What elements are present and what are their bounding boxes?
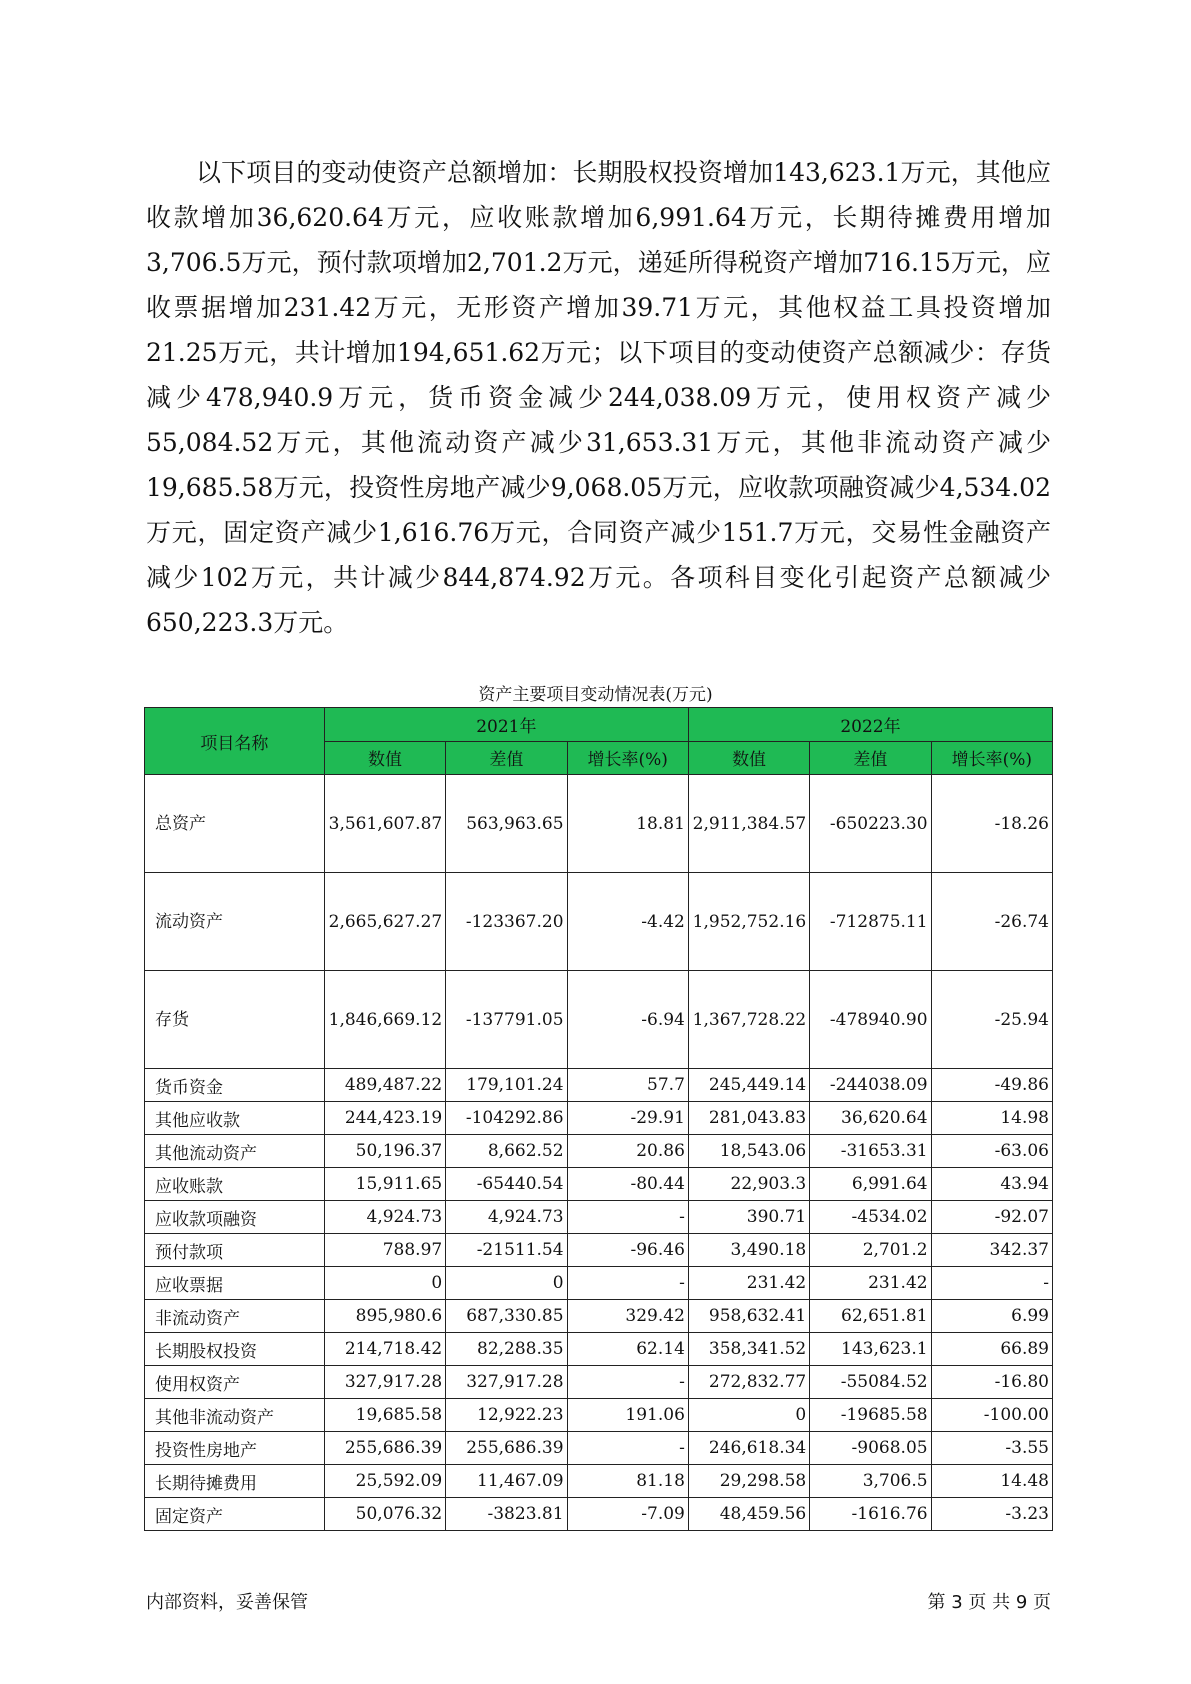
cell-value-2022: 18,543.06 bbox=[688, 1135, 809, 1168]
cell-growth-2022: -16.80 bbox=[931, 1366, 1052, 1399]
cell-item-name: 长期股权投资 bbox=[145, 1333, 325, 1366]
cell-diff-2021: 563,963.65 bbox=[446, 775, 567, 873]
cell-value-2021: 0 bbox=[324, 1267, 445, 1300]
cell-growth-2021: - bbox=[567, 1201, 688, 1234]
header-year-2022: 2022年 bbox=[688, 708, 1052, 742]
cell-growth-2022: -18.26 bbox=[931, 775, 1052, 873]
cell-diff-2021: 327,917.28 bbox=[446, 1366, 567, 1399]
cell-diff-2021: -65440.54 bbox=[446, 1168, 567, 1201]
cell-growth-2021: -6.94 bbox=[567, 971, 688, 1069]
cell-value-2022: 2,911,384.57 bbox=[688, 775, 809, 873]
cell-growth-2022: 342.37 bbox=[931, 1234, 1052, 1267]
table-row bbox=[145, 1168, 1053, 1201]
cell-growth-2022: -26.74 bbox=[931, 873, 1052, 971]
cell-diff-2021: 179,101.24 bbox=[446, 1069, 567, 1102]
table-row bbox=[145, 1267, 1053, 1300]
cell-diff-2022: -19685.58 bbox=[810, 1399, 931, 1432]
table-row bbox=[145, 1432, 1053, 1465]
cell-growth-2022: 66.89 bbox=[931, 1333, 1052, 1366]
header-diff-2021: 差值 bbox=[446, 741, 567, 775]
cell-value-2021: 788.97 bbox=[324, 1234, 445, 1267]
table-row bbox=[145, 1498, 1053, 1531]
cell-value-2021: 895,980.6 bbox=[324, 1300, 445, 1333]
cell-growth-2021: -4.42 bbox=[567, 873, 688, 971]
cell-value-2021: 25,592.09 bbox=[324, 1465, 445, 1498]
cell-value-2021: 244,423.19 bbox=[324, 1102, 445, 1135]
cell-diff-2021: 4,924.73 bbox=[446, 1201, 567, 1234]
cell-growth-2022: -49.86 bbox=[931, 1069, 1052, 1102]
cell-value-2021: 255,686.39 bbox=[324, 1432, 445, 1465]
cell-growth-2022: -92.07 bbox=[931, 1201, 1052, 1234]
cell-item-name: 投资性房地产 bbox=[145, 1432, 325, 1465]
cell-value-2021: 15,911.65 bbox=[324, 1168, 445, 1201]
cell-value-2022: 0 bbox=[688, 1399, 809, 1432]
cell-value-2022: 272,832.77 bbox=[688, 1366, 809, 1399]
cell-value-2022: 390.71 bbox=[688, 1201, 809, 1234]
cell-diff-2021: -104292.86 bbox=[446, 1102, 567, 1135]
cell-diff-2022: -4534.02 bbox=[810, 1201, 931, 1234]
cell-item-name: 应收账款 bbox=[145, 1168, 325, 1201]
cell-item-name: 存货 bbox=[145, 971, 325, 1069]
cell-diff-2022: -55084.52 bbox=[810, 1366, 931, 1399]
cell-diff-2021: 11,467.09 bbox=[446, 1465, 567, 1498]
cell-growth-2022: -100.00 bbox=[931, 1399, 1052, 1432]
cell-diff-2021: 8,662.52 bbox=[446, 1135, 567, 1168]
cell-diff-2022: 2,701.2 bbox=[810, 1234, 931, 1267]
cell-growth-2022: -3.55 bbox=[931, 1432, 1052, 1465]
cell-item-name: 非流动资产 bbox=[145, 1300, 325, 1333]
header-growth-2021: 增长率(%) bbox=[567, 741, 688, 775]
cell-item-name: 其他流动资产 bbox=[145, 1135, 325, 1168]
cell-diff-2022: 143,623.1 bbox=[810, 1333, 931, 1366]
cell-value-2021: 50,196.37 bbox=[324, 1135, 445, 1168]
cell-item-name: 固定资产 bbox=[145, 1498, 325, 1531]
cell-diff-2021: 255,686.39 bbox=[446, 1432, 567, 1465]
table-row bbox=[145, 775, 1053, 873]
cell-growth-2021: 329.42 bbox=[567, 1300, 688, 1333]
cell-growth-2022: 43.94 bbox=[931, 1168, 1052, 1201]
cell-diff-2021: 0 bbox=[446, 1267, 567, 1300]
cell-growth-2022: 6.99 bbox=[931, 1300, 1052, 1333]
cell-growth-2022: 14.98 bbox=[931, 1102, 1052, 1135]
cell-diff-2021: -21511.54 bbox=[446, 1234, 567, 1267]
table-row bbox=[145, 1135, 1053, 1168]
cell-growth-2021: -96.46 bbox=[567, 1234, 688, 1267]
cell-diff-2022: -478940.90 bbox=[810, 971, 931, 1069]
cell-value-2021: 214,718.42 bbox=[324, 1333, 445, 1366]
cell-value-2021: 19,685.58 bbox=[324, 1399, 445, 1432]
table-row bbox=[145, 1333, 1053, 1366]
table-body bbox=[145, 775, 1053, 1531]
header-value-2022: 数值 bbox=[688, 741, 809, 775]
cell-diff-2022: 6,991.64 bbox=[810, 1168, 931, 1201]
cell-value-2022: 958,632.41 bbox=[688, 1300, 809, 1333]
header-item-name: 项目名称 bbox=[145, 708, 325, 775]
cell-growth-2021: - bbox=[567, 1432, 688, 1465]
header-diff-2022: 差值 bbox=[810, 741, 931, 775]
table-row bbox=[145, 1102, 1053, 1135]
cell-value-2022: 358,341.52 bbox=[688, 1333, 809, 1366]
footer-confidential-note: 内部资料，妥善保管 bbox=[146, 1592, 308, 1613]
cell-diff-2021: 12,922.23 bbox=[446, 1399, 567, 1432]
cell-diff-2022: -650223.30 bbox=[810, 775, 931, 873]
table-row bbox=[145, 971, 1053, 1069]
cell-growth-2021: -7.09 bbox=[567, 1498, 688, 1531]
cell-growth-2021: -29.91 bbox=[567, 1102, 688, 1135]
header-value-2021: 数值 bbox=[324, 741, 445, 775]
table-row bbox=[145, 873, 1053, 971]
header-growth-2022: 增长率(%) bbox=[931, 741, 1052, 775]
cell-item-name: 应收款项融资 bbox=[145, 1201, 325, 1234]
cell-item-name: 流动资产 bbox=[145, 873, 325, 971]
table-caption: 资产主要项目变动情况表(万元) bbox=[478, 685, 713, 705]
cell-growth-2022: - bbox=[931, 1267, 1052, 1300]
table-row bbox=[145, 1366, 1053, 1399]
cell-item-name: 长期待摊费用 bbox=[145, 1465, 325, 1498]
cell-item-name: 其他非流动资产 bbox=[145, 1399, 325, 1432]
cell-value-2021: 4,924.73 bbox=[324, 1201, 445, 1234]
cell-item-name: 应收票据 bbox=[145, 1267, 325, 1300]
table-row bbox=[145, 1465, 1053, 1498]
footer-page-number: 第 3 页 共 9 页 bbox=[927, 1592, 1051, 1613]
cell-item-name: 货币资金 bbox=[145, 1069, 325, 1102]
cell-diff-2021: -137791.05 bbox=[446, 971, 567, 1069]
table-row bbox=[145, 1201, 1053, 1234]
cell-growth-2021: -80.44 bbox=[567, 1168, 688, 1201]
header-year-2021: 2021年 bbox=[324, 708, 688, 742]
cell-value-2022: 48,459.56 bbox=[688, 1498, 809, 1531]
cell-growth-2021: 18.81 bbox=[567, 775, 688, 873]
cell-diff-2022: 36,620.64 bbox=[810, 1102, 931, 1135]
cell-growth-2022: -25.94 bbox=[931, 971, 1052, 1069]
cell-growth-2021: - bbox=[567, 1366, 688, 1399]
cell-diff-2022: -712875.11 bbox=[810, 873, 931, 971]
cell-diff-2022: -9068.05 bbox=[810, 1432, 931, 1465]
cell-value-2021: 50,076.32 bbox=[324, 1498, 445, 1531]
table-row bbox=[145, 1234, 1053, 1267]
table-row bbox=[145, 1300, 1053, 1333]
cell-growth-2022: 14.48 bbox=[931, 1465, 1052, 1498]
cell-diff-2021: 82,288.35 bbox=[446, 1333, 567, 1366]
cell-diff-2022: -31653.31 bbox=[810, 1135, 931, 1168]
cell-value-2022: 231.42 bbox=[688, 1267, 809, 1300]
cell-growth-2021: - bbox=[567, 1267, 688, 1300]
cell-value-2022: 1,952,752.16 bbox=[688, 873, 809, 971]
cell-item-name: 预付款项 bbox=[145, 1234, 325, 1267]
cell-diff-2021: -123367.20 bbox=[446, 873, 567, 971]
cell-item-name: 其他应收款 bbox=[145, 1102, 325, 1135]
cell-diff-2022: -1616.76 bbox=[810, 1498, 931, 1531]
cell-diff-2022: -244038.09 bbox=[810, 1069, 931, 1102]
table-row bbox=[145, 1399, 1053, 1432]
cell-value-2022: 29,298.58 bbox=[688, 1465, 809, 1498]
cell-diff-2021: -3823.81 bbox=[446, 1498, 567, 1531]
cell-value-2022: 281,043.83 bbox=[688, 1102, 809, 1135]
table-row bbox=[145, 1069, 1053, 1102]
cell-growth-2021: 20.86 bbox=[567, 1135, 688, 1168]
cell-value-2021: 1,846,669.12 bbox=[324, 971, 445, 1069]
cell-growth-2021: 81.18 bbox=[567, 1465, 688, 1498]
cell-item-name: 使用权资产 bbox=[145, 1366, 325, 1399]
cell-growth-2021: 191.06 bbox=[567, 1399, 688, 1432]
cell-growth-2021: 62.14 bbox=[567, 1333, 688, 1366]
cell-item-name: 总资产 bbox=[145, 775, 325, 873]
cell-value-2021: 327,917.28 bbox=[324, 1366, 445, 1399]
cell-diff-2021: 687,330.85 bbox=[446, 1300, 567, 1333]
cell-value-2022: 1,367,728.22 bbox=[688, 971, 809, 1069]
body-paragraph: 以下项目的变动使资产总额增加：长期股权投资增加143,623.1万元，其他应收款增加36,620.64万元，应收账款增加6,991.64万元，长期待摊费用增加3,706.5万元，预付款项增加2,701.2万元，递延所得税资产增加716.15万元，应收票据增加231.42万元，无形资产增加39.71万元，其他权益工具投资增加21.25万元，共计增加194,651.62万元；以下项目的变动使资产总额减少：存货减少478,940.9万元，货币资金减少244,038.09万元，使用权资产减少55,084.52万元，其他流动资产减少31,653.31万元，其他非流动资产减少19,685.58万元，投资性房地产减少9,068.05万元，应收款项融资减少4,534.02万元，固定资产减少1,616.76万元，合同资产减少151.7万元，交易性金融资产减少102万元，共计减少844,874.92万元。各项科目变化引起资产总额减少650,223.3万元。 bbox=[146, 158, 1051, 637]
cell-diff-2022: 231.42 bbox=[810, 1267, 931, 1300]
cell-value-2021: 3,561,607.87 bbox=[324, 775, 445, 873]
cell-growth-2021: 57.7 bbox=[567, 1069, 688, 1102]
cell-value-2021: 2,665,627.27 bbox=[324, 873, 445, 971]
cell-value-2022: 3,490.18 bbox=[688, 1234, 809, 1267]
cell-value-2022: 246,618.34 bbox=[688, 1432, 809, 1465]
cell-diff-2022: 3,706.5 bbox=[810, 1465, 931, 1498]
cell-value-2022: 245,449.14 bbox=[688, 1069, 809, 1102]
asset-change-table bbox=[144, 707, 1053, 1531]
cell-diff-2022: 62,651.81 bbox=[810, 1300, 931, 1333]
cell-value-2022: 22,903.3 bbox=[688, 1168, 809, 1201]
cell-growth-2022: -63.06 bbox=[931, 1135, 1052, 1168]
cell-growth-2022: -3.23 bbox=[931, 1498, 1052, 1531]
cell-value-2021: 489,487.22 bbox=[324, 1069, 445, 1102]
